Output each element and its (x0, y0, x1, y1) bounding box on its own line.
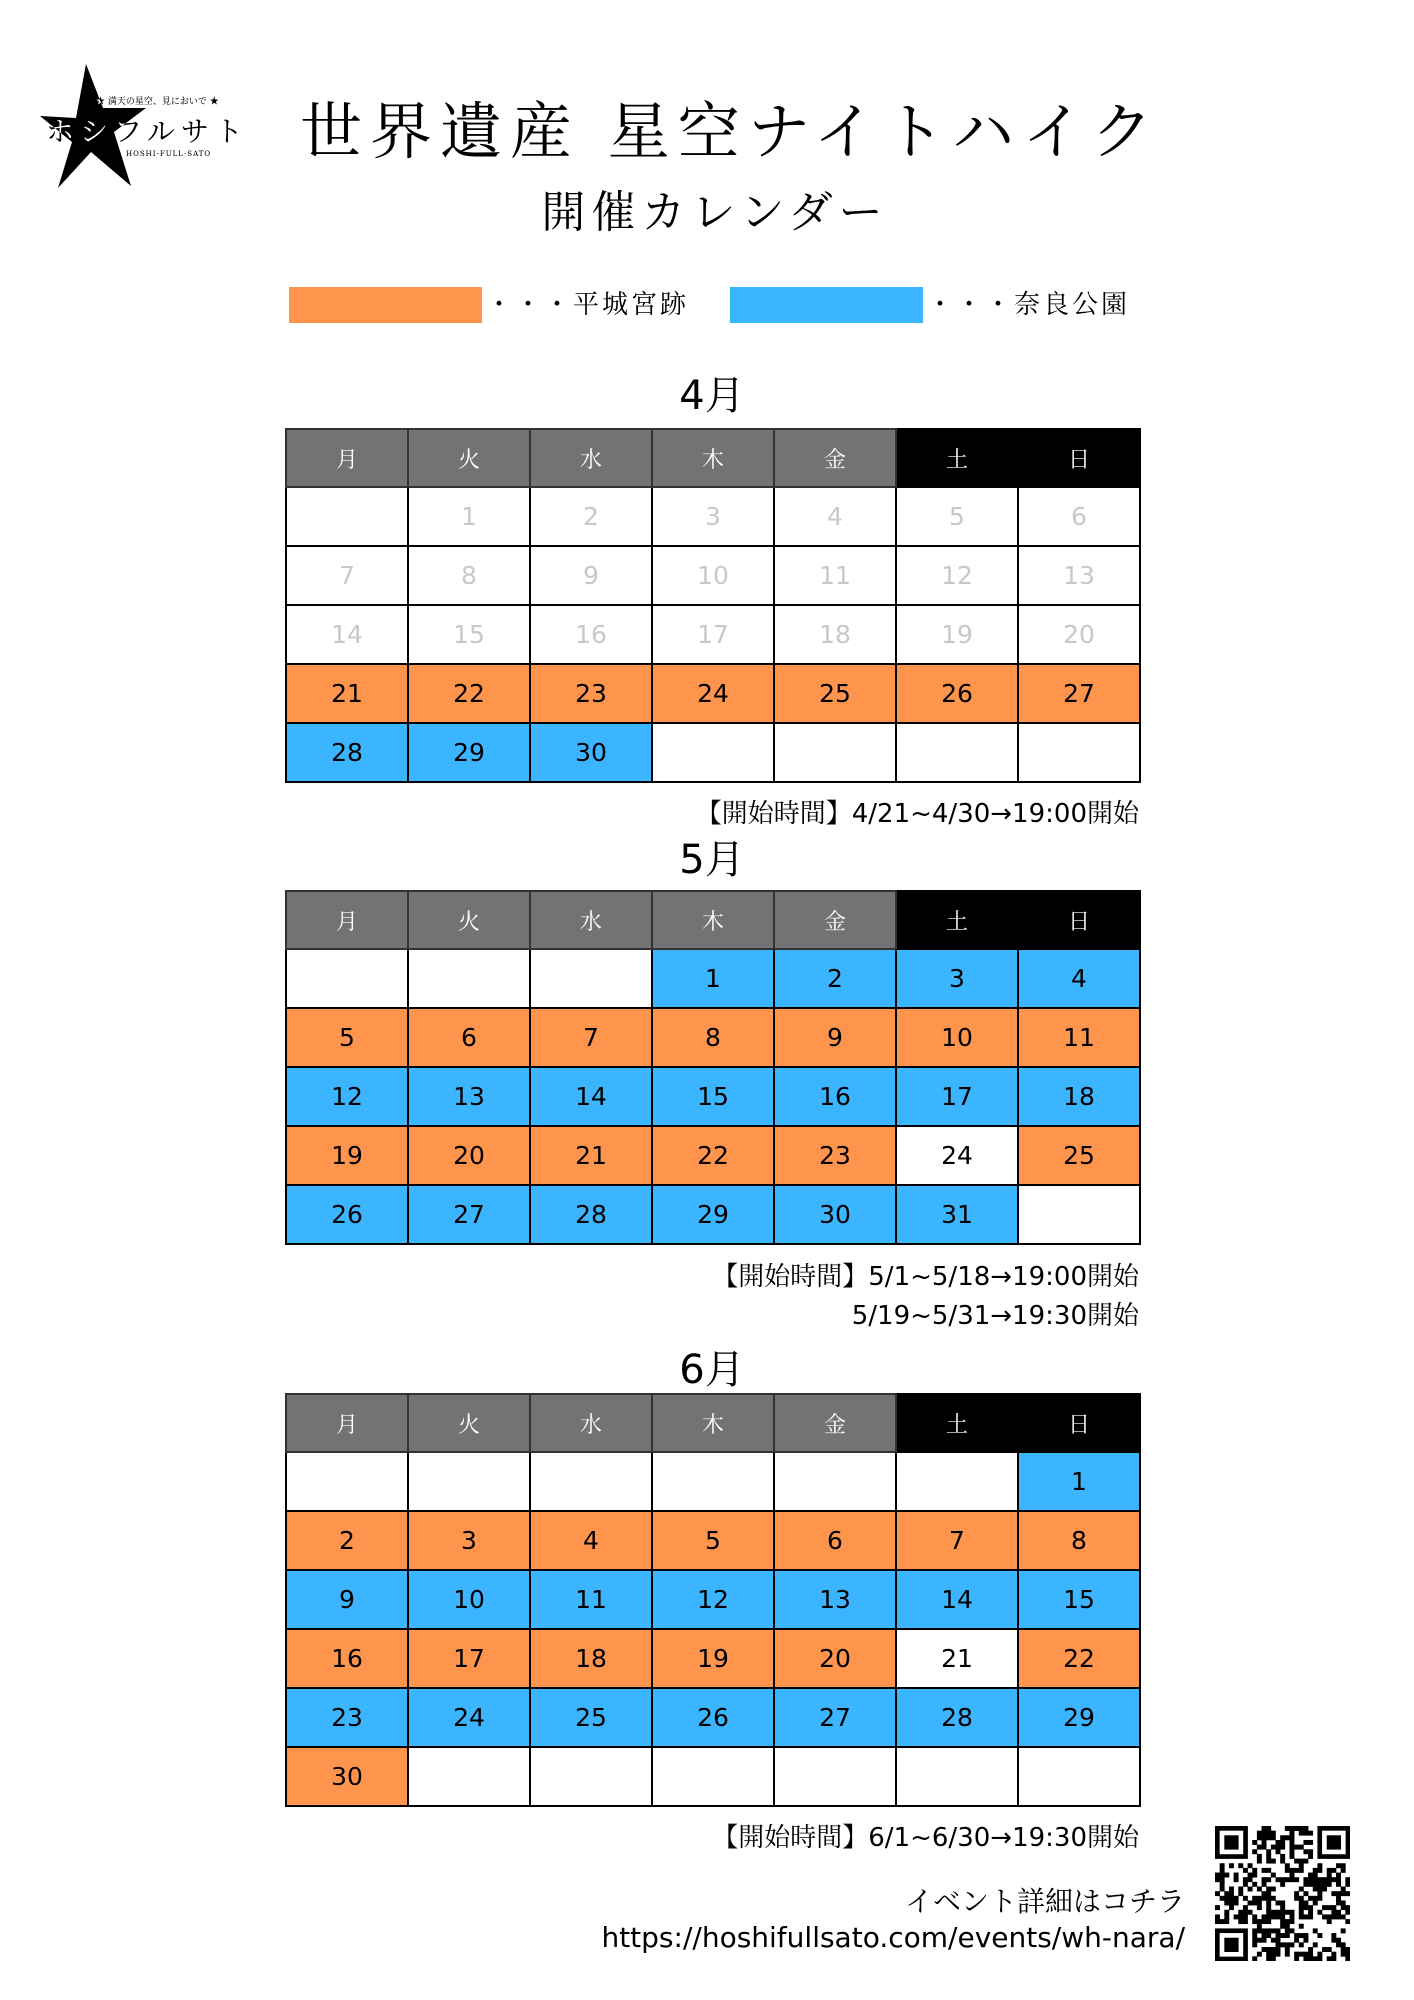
day-cell: 26 (286, 1185, 408, 1244)
week-row (286, 1747, 1140, 1806)
day-cell: 4 (530, 1511, 652, 1570)
weekday-header: 月 (286, 1394, 408, 1452)
day-cell: 24 (408, 1688, 530, 1747)
weekday-header-row (286, 429, 1140, 487)
week-row (286, 1511, 1140, 1570)
day-cell: 9 (286, 1570, 408, 1629)
day-cell: 17 (896, 1067, 1018, 1126)
day-cell: 29 (652, 1185, 774, 1244)
day-cell: 1 (408, 487, 530, 546)
day-cell: 20 (1018, 605, 1140, 664)
day-cell: 3 (652, 487, 774, 546)
day-cell: 28 (530, 1185, 652, 1244)
day-cell: 28 (286, 723, 408, 782)
day-cell: 7 (896, 1511, 1018, 1570)
day-cell: 20 (408, 1126, 530, 1185)
week-row (286, 1570, 1140, 1629)
day-cell: 19 (896, 605, 1018, 664)
day-cell: 18 (1018, 1067, 1140, 1126)
day-cell: 11 (530, 1570, 652, 1629)
empty-cell (774, 1747, 896, 1806)
empty-cell (1018, 1747, 1140, 1806)
day-cell: 27 (774, 1688, 896, 1747)
week-row (286, 949, 1140, 1008)
day-cell: 9 (530, 546, 652, 605)
day-cell: 15 (408, 605, 530, 664)
logo-roman: HOSHI-FULL-SATO (126, 150, 212, 158)
legend-swatch-nara-park (730, 287, 923, 323)
empty-cell (774, 1452, 896, 1511)
day-cell: 23 (774, 1126, 896, 1185)
empty-cell (896, 723, 1018, 782)
empty-cell (652, 1747, 774, 1806)
day-cell: 12 (286, 1067, 408, 1126)
weekday-header: 日 (1018, 891, 1140, 949)
day-cell: 7 (286, 546, 408, 605)
day-cell: 22 (408, 664, 530, 723)
day-cell: 24 (652, 664, 774, 723)
day-cell: 16 (286, 1629, 408, 1688)
month-title: 6月 (679, 1347, 745, 1393)
day-cell: 13 (1018, 546, 1140, 605)
start-time-note: 5/19~5/31→19:30開始 (851, 1301, 1139, 1331)
day-cell: 12 (652, 1570, 774, 1629)
day-cell: 14 (530, 1067, 652, 1126)
day-cell: 11 (1018, 1008, 1140, 1067)
day-cell: 11 (774, 546, 896, 605)
empty-cell (652, 1452, 774, 1511)
page-subtitle: 開催カレンダー (541, 187, 889, 238)
day-cell: 17 (652, 605, 774, 664)
day-cell: 29 (408, 723, 530, 782)
day-cell: 5 (286, 1008, 408, 1067)
week-row (286, 664, 1140, 723)
week-row (286, 723, 1140, 782)
event-url[interactable]: https://hoshifullsato.com/events/wh-nara/ (601, 1921, 1185, 1954)
day-cell: 17 (408, 1629, 530, 1688)
day-cell: 30 (774, 1185, 896, 1244)
empty-cell (286, 1452, 408, 1511)
week-row (286, 1688, 1140, 1747)
empty-cell (286, 949, 408, 1008)
month-title: 5月 (679, 837, 745, 883)
weekday-header: 金 (774, 1394, 896, 1452)
day-cell: 4 (1018, 949, 1140, 1008)
day-cell: 7 (530, 1008, 652, 1067)
weekday-header: 水 (530, 429, 652, 487)
day-cell: 20 (774, 1629, 896, 1688)
day-cell: 27 (1018, 664, 1140, 723)
empty-cell (530, 1747, 652, 1806)
day-cell: 12 (896, 546, 1018, 605)
day-cell: 29 (1018, 1688, 1140, 1747)
day-cell: 13 (774, 1570, 896, 1629)
week-row (286, 1126, 1140, 1185)
day-cell: 30 (286, 1747, 408, 1806)
day-cell: 15 (1018, 1570, 1140, 1629)
day-cell: 30 (530, 723, 652, 782)
day-cell: 26 (652, 1688, 774, 1747)
day-cell: 27 (408, 1185, 530, 1244)
weekday-header: 木 (652, 891, 774, 949)
day-cell: 25 (774, 664, 896, 723)
empty-cell (896, 1452, 1018, 1511)
month-title: 4月 (679, 373, 745, 419)
day-cell: 6 (774, 1511, 896, 1570)
week-row (286, 1185, 1140, 1244)
day-cell: 18 (530, 1629, 652, 1688)
week-row (286, 1629, 1140, 1688)
logo-name: ホシフルサト (46, 115, 249, 148)
day-cell: 3 (408, 1511, 530, 1570)
day-cell: 16 (774, 1067, 896, 1126)
calendar-table (285, 890, 1141, 1245)
day-cell: 24 (896, 1126, 1018, 1185)
details-label: イベント詳細はコチラ (904, 1885, 1185, 1918)
weekday-header: 火 (408, 429, 530, 487)
qr-code[interactable] (1215, 1826, 1350, 1961)
day-cell: 2 (530, 487, 652, 546)
day-cell: 19 (652, 1629, 774, 1688)
weekday-header: 土 (896, 891, 1018, 949)
empty-cell (408, 1747, 530, 1806)
weekday-header: 土 (896, 1394, 1018, 1452)
day-cell: 2 (774, 949, 896, 1008)
weekday-header: 水 (530, 1394, 652, 1452)
day-cell: 2 (286, 1511, 408, 1570)
start-time-note: 【開始時間】5/1~5/18→19:00開始 (712, 1262, 1139, 1292)
empty-cell (774, 723, 896, 782)
weekday-header: 月 (286, 429, 408, 487)
weekday-header: 日 (1018, 429, 1140, 487)
day-cell: 18 (774, 605, 896, 664)
day-cell: 9 (774, 1008, 896, 1067)
day-cell: 14 (286, 605, 408, 664)
day-cell: 21 (896, 1629, 1018, 1688)
day-cell: 5 (896, 487, 1018, 546)
empty-cell (896, 1747, 1018, 1806)
day-cell: 25 (530, 1688, 652, 1747)
weekday-header-row (286, 891, 1140, 949)
day-cell: 6 (1018, 487, 1140, 546)
calendar-table (285, 1393, 1141, 1807)
day-cell: 10 (896, 1008, 1018, 1067)
logo-tagline: ★ 満天の星空、見においで ★ (96, 97, 219, 107)
day-cell: 15 (652, 1067, 774, 1126)
weekday-header: 土 (896, 429, 1018, 487)
day-cell: 25 (1018, 1126, 1140, 1185)
empty-cell (408, 949, 530, 1008)
day-cell: 8 (1018, 1511, 1140, 1570)
legend-label-nara-park: ・・・奈良公園 (927, 290, 1131, 320)
week-row (286, 1452, 1140, 1511)
calendar-table (285, 428, 1141, 783)
day-cell: 1 (652, 949, 774, 1008)
week-row (286, 487, 1140, 546)
empty-cell (530, 949, 652, 1008)
start-time-note: 【開始時間】6/1~6/30→19:30開始 (712, 1823, 1139, 1853)
week-row (286, 1067, 1140, 1126)
weekday-header: 日 (1018, 1394, 1140, 1452)
week-row (286, 1008, 1140, 1067)
day-cell: 28 (896, 1688, 1018, 1747)
weekday-header: 金 (774, 891, 896, 949)
day-cell: 3 (896, 949, 1018, 1008)
day-cell: 4 (774, 487, 896, 546)
week-row (286, 546, 1140, 605)
day-cell: 8 (652, 1008, 774, 1067)
day-cell: 26 (896, 664, 1018, 723)
day-cell: 14 (896, 1570, 1018, 1629)
day-cell: 22 (1018, 1629, 1140, 1688)
day-cell: 5 (652, 1511, 774, 1570)
day-cell: 22 (652, 1126, 774, 1185)
day-cell: 23 (530, 664, 652, 723)
empty-cell (286, 487, 408, 546)
day-cell: 31 (896, 1185, 1018, 1244)
day-cell: 19 (286, 1126, 408, 1185)
brand-logo (28, 58, 288, 198)
empty-cell (652, 723, 774, 782)
day-cell: 13 (408, 1067, 530, 1126)
start-time-note: 【開始時間】4/21~4/30→19:00開始 (695, 799, 1139, 829)
weekday-header: 火 (408, 891, 530, 949)
day-cell: 10 (408, 1570, 530, 1629)
weekday-header: 火 (408, 1394, 530, 1452)
empty-cell (1018, 1185, 1140, 1244)
empty-cell (408, 1452, 530, 1511)
day-cell: 8 (408, 546, 530, 605)
weekday-header: 金 (774, 429, 896, 487)
day-cell: 21 (530, 1126, 652, 1185)
day-cell: 10 (652, 546, 774, 605)
empty-cell (530, 1452, 652, 1511)
empty-cell (1018, 723, 1140, 782)
day-cell: 23 (286, 1688, 408, 1747)
weekday-header: 月 (286, 891, 408, 949)
weekday-header: 木 (652, 429, 774, 487)
weekday-header: 水 (530, 891, 652, 949)
weekday-header: 木 (652, 1394, 774, 1452)
day-cell: 16 (530, 605, 652, 664)
week-row (286, 605, 1140, 664)
day-cell: 6 (408, 1008, 530, 1067)
weekday-header-row (286, 1394, 1140, 1452)
legend-label-heijo: ・・・平城宮跡 (486, 290, 690, 320)
page-title: 世界遺産 星空ナイトハイク (300, 95, 1161, 168)
legend-swatch-heijo (289, 287, 482, 323)
day-cell: 21 (286, 664, 408, 723)
day-cell: 1 (1018, 1452, 1140, 1511)
